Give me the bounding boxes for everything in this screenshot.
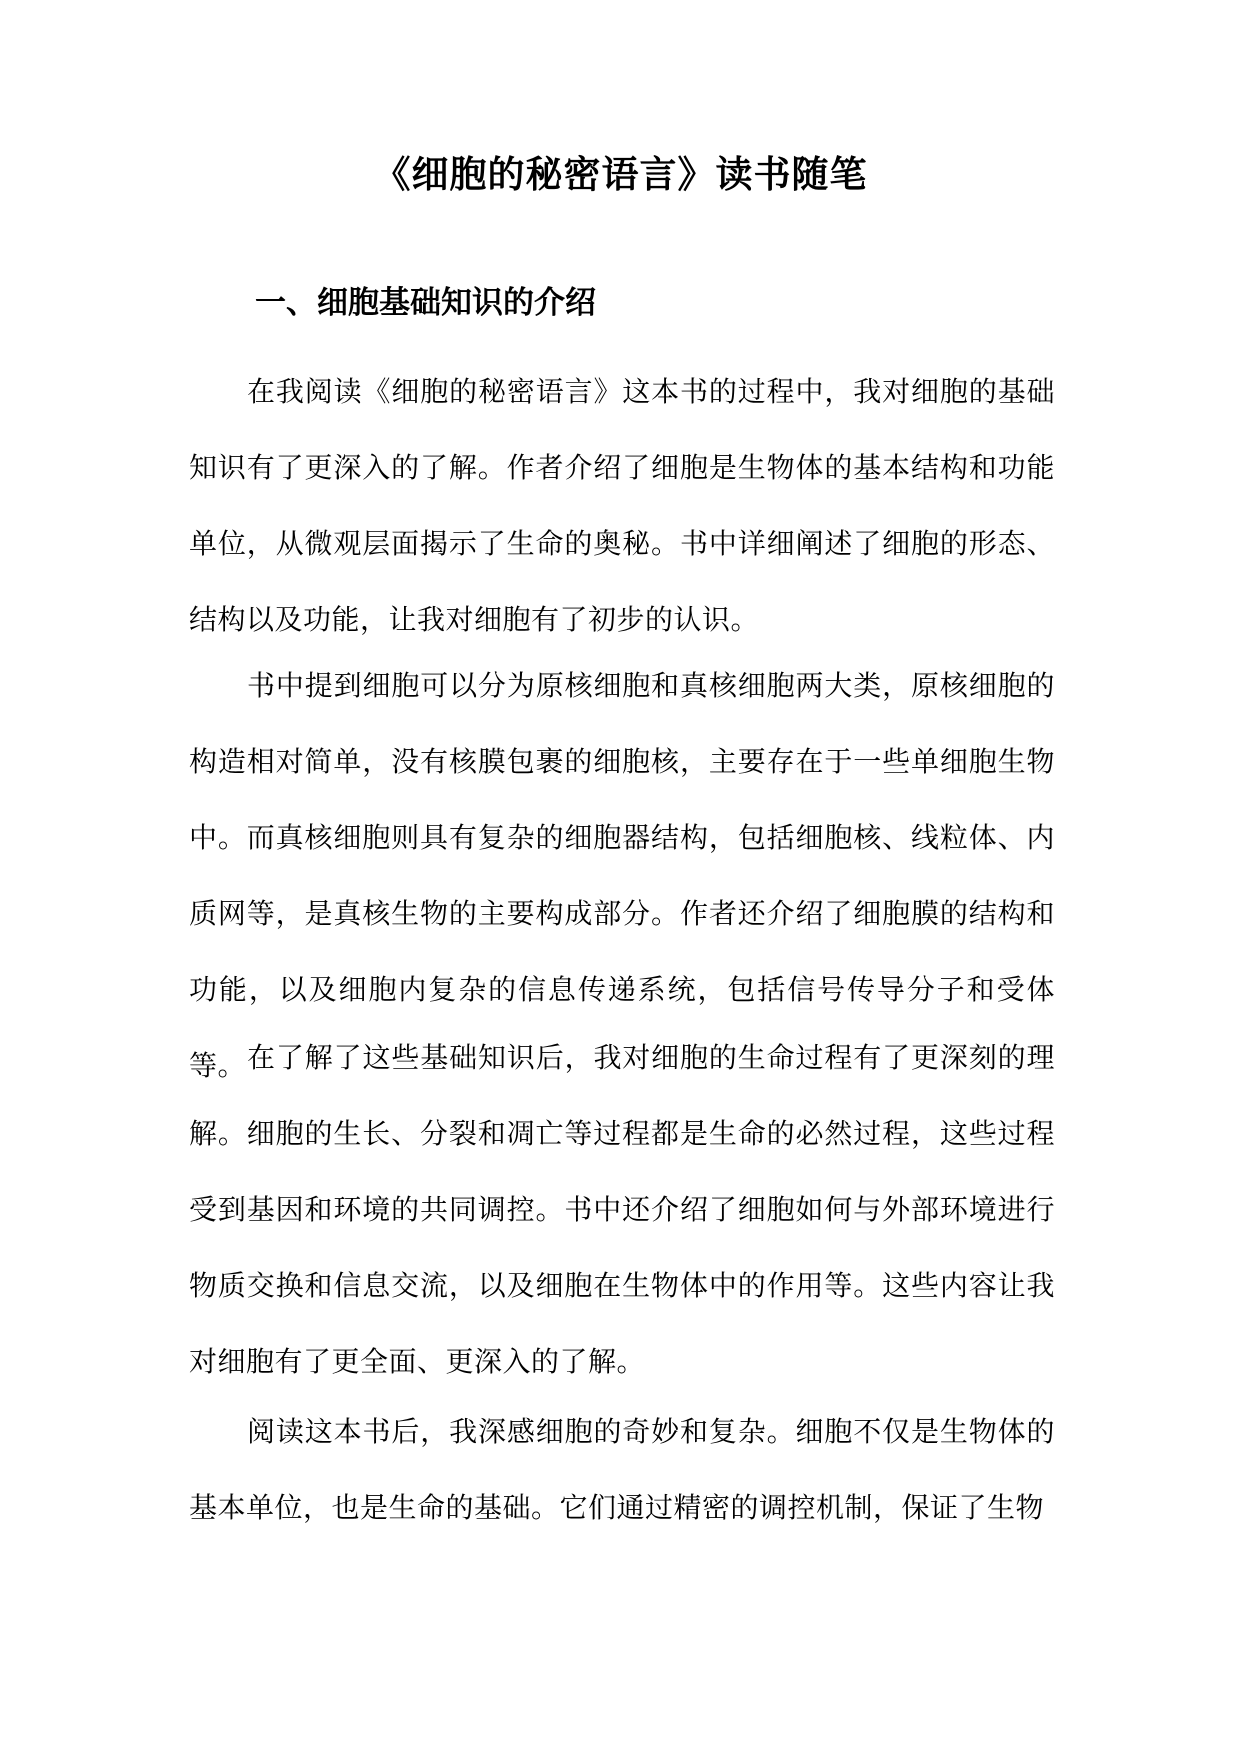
- document-title: 《细胞的秘密语言》读书随笔: [373, 152, 868, 196]
- paragraph-4: 阅读这本书后，我深感细胞的奇妙和复杂。细胞不仅是生物体的基本单位，也是生命的基础。它们通过精密的调控机制，保证了生物: [189, 1415, 1055, 1524]
- paragraph-1: 在我阅读《细胞的秘密语言》这本书的过程中，我对细胞的基础知识有了更深入的了解。作者介绍了细胞是生物体的基本结构和功能单位，从微观层面揭示了生命的奥秘。书中详细阐述了细胞的形态、结构以及功能，让我对细胞有了初步的认识。: [189, 375, 1055, 636]
- section-heading: 一、细胞基础知识的介绍: [255, 285, 596, 321]
- paragraph-3: 在了解了这些基础知识后，我对细胞的生命过程有了更深刻的理解。细胞的生长、分裂和凋亡等过程都是生命的必然过程，这些过程受到基因和环境的共同调控。书中还介绍了细胞如何与外部环境进行物质交换和信息交流，以及细胞在生物体中的作用等。这些内容让我对细胞有了更全面、更深入的了解。: [189, 1041, 1055, 1378]
- paragraph-2: 书中提到细胞可以分为原核细胞和真核细胞两大类，原核细胞的构造相对简单，没有核膜包裹的细胞核，主要存在于一些单细胞生物中。而真核细胞则具有复杂的细胞器结构，包括细胞核、线粒体、内质网等，是真核生物的主要构成部分。作者还介绍了细胞膜的结构和功能，以及细胞内复杂的信息传递系统，包括信号传导分子和受体等。: [189, 669, 1055, 1082]
